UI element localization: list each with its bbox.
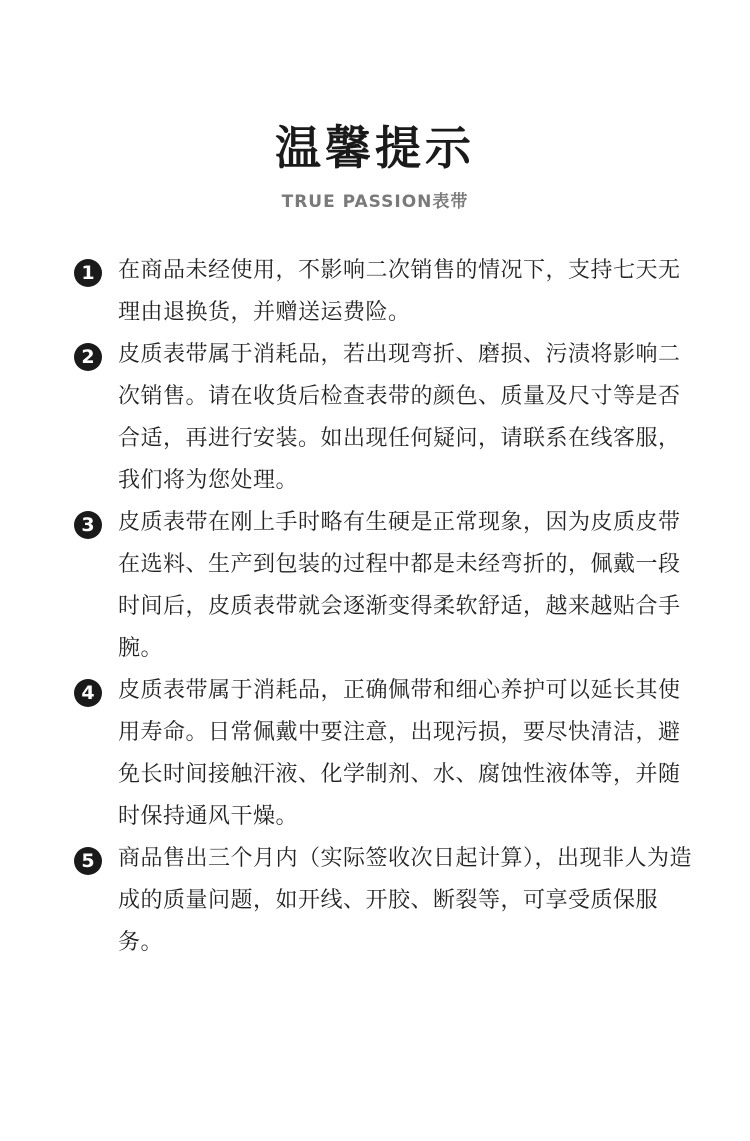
number-badge-icon: 2 — [74, 343, 102, 371]
note-item — [74, 250, 694, 334]
note-text: 商品售出三个月内（实际签收次日起计算），出现非人为造成的质量问题，如开线、开胶、断裂等，可享受质保服务。 — [118, 846, 693, 955]
note-text: 皮质表带在刚上手时略有生硬是正常现象，因为皮质皮带在选料、生产到包装的过程中都是未经弯折的，佩戴一段时间后，皮质表带就会逐渐变得柔软舒适，越来越贴合手腕。 — [118, 510, 681, 661]
note-item — [74, 670, 694, 838]
note-item — [74, 502, 694, 670]
notes-list — [74, 250, 694, 964]
page-title: 温馨提示 — [275, 121, 475, 175]
brand-subtitle: TRUE PASSION表带 — [281, 192, 469, 212]
note-text: 皮质表带属于消耗品，若出现弯折、磨损、污渍将影响二次销售。请在收货后检查表带的颜色、质量及尺寸等是否合适，再进行安装。如出现任何疑问，请联系在线客服，我们将为您处理。 — [118, 342, 681, 493]
number-badge-icon: 4 — [74, 679, 102, 707]
number-badge-icon: 3 — [74, 511, 102, 539]
note-text: 在商品未经使用，不影响二次销售的情况下，支持七天无理由退换货，并赠送运费险。 — [118, 258, 681, 325]
note-text: 皮质表带属于消耗品，正确佩带和细心养护可以延长其使用寿命。日常佩戴中要注意，出现污损，要尽快清洁，避免长时间接触汗液、化学制剂、水、腐蚀性液体等，并随时保持通风干燥。 — [118, 678, 681, 829]
note-item — [74, 838, 694, 964]
number-badge-icon: 5 — [74, 847, 102, 875]
note-item — [74, 334, 694, 502]
number-badge-icon: 1 — [74, 259, 102, 287]
